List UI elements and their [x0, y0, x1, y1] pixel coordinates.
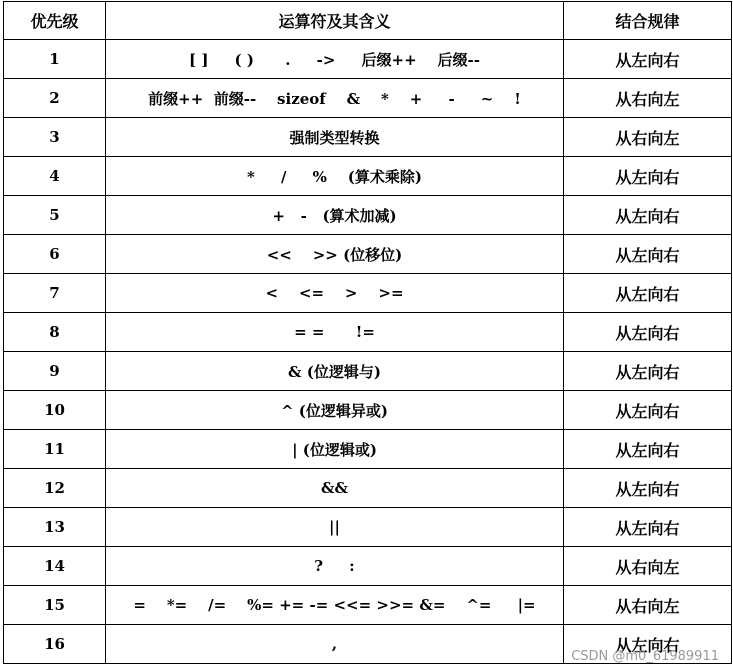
precedence-cell: 1: [4, 40, 106, 79]
associativity-cell: 从左向右: [564, 508, 732, 547]
precedence-cell: 12: [4, 469, 106, 508]
operators-cell: 强制类型转换: [106, 118, 564, 157]
table-row: [4, 118, 732, 157]
precedence-cell: 11: [4, 430, 106, 469]
associativity-cell: 从左向右: [564, 40, 732, 79]
header-precedence: 优先级: [4, 2, 106, 40]
operators-cell: [ ] ( ) . -> 后缀++ 后缀--: [106, 40, 564, 79]
associativity-cell: 从左向右: [564, 469, 732, 508]
operators-cell: & (位逻辑与): [106, 352, 564, 391]
table-row: [4, 430, 732, 469]
table-row: [4, 586, 732, 625]
associativity-cell: 从右向左: [564, 118, 732, 157]
associativity-cell: 从左向右: [564, 313, 732, 352]
associativity-cell: 从左向右: [564, 430, 732, 469]
operators-cell: = *= /= %= += -= <<= >>= &= ^= |=: [106, 586, 564, 625]
associativity-cell: 从右向左: [564, 79, 732, 118]
table-row: [4, 235, 732, 274]
operators-cell: 前缀++ 前缀-- sizeof & * + - ~ !: [106, 79, 564, 118]
header-operators: 运算符及其含义: [106, 2, 564, 40]
operators-cell: << >> (位移位): [106, 235, 564, 274]
associativity-cell: 从左向右: [564, 235, 732, 274]
precedence-cell: 14: [4, 547, 106, 586]
operators-cell: + - (算术加减): [106, 196, 564, 235]
table-header-row: [4, 2, 732, 40]
associativity-cell: 从左向右: [564, 352, 732, 391]
associativity-cell: 从左向右: [564, 391, 732, 430]
precedence-cell: 7: [4, 274, 106, 313]
operators-cell: &&: [106, 469, 564, 508]
table-row: [4, 79, 732, 118]
associativity-cell: 从左向右: [564, 625, 732, 664]
table-row: [4, 547, 732, 586]
table-row: [4, 313, 732, 352]
precedence-cell: 2: [4, 79, 106, 118]
operators-cell: ? :: [106, 547, 564, 586]
csdn-watermark: CSDN @m0_61989911: [571, 649, 719, 664]
associativity-cell: 从左向右: [564, 196, 732, 235]
table-row: [4, 469, 732, 508]
table-row: [4, 391, 732, 430]
precedence-cell: 13: [4, 508, 106, 547]
precedence-cell: 10: [4, 391, 106, 430]
associativity-cell: 从右向左: [564, 547, 732, 586]
operators-cell: | (位逻辑或): [106, 430, 564, 469]
header-associativity: 结合规律: [564, 2, 732, 40]
precedence-cell: 9: [4, 352, 106, 391]
operators-cell: ^ (位逻辑异或): [106, 391, 564, 430]
table-row: [4, 196, 732, 235]
precedence-cell: 4: [4, 157, 106, 196]
associativity-cell: 从右向左: [564, 586, 732, 625]
precedence-cell: 5: [4, 196, 106, 235]
operator-precedence-table-container: [3, 1, 731, 664]
operators-cell: ||: [106, 508, 564, 547]
operators-cell: < <= > >=: [106, 274, 564, 313]
associativity-cell: 从左向右: [564, 274, 732, 313]
precedence-cell: 8: [4, 313, 106, 352]
operators-cell: ,: [106, 625, 564, 664]
table-row: [4, 40, 732, 79]
table-row: [4, 157, 732, 196]
table-row: [4, 274, 732, 313]
table-row: [4, 508, 732, 547]
table-row: [4, 352, 732, 391]
precedence-cell: 15: [4, 586, 106, 625]
precedence-cell: 16: [4, 625, 106, 664]
associativity-cell: 从左向右: [564, 157, 732, 196]
operators-cell: * / % (算术乘除): [106, 157, 564, 196]
operators-cell: = = !=: [106, 313, 564, 352]
precedence-cell: 6: [4, 235, 106, 274]
precedence-cell: 3: [4, 118, 106, 157]
operator-precedence-table: [3, 1, 732, 664]
